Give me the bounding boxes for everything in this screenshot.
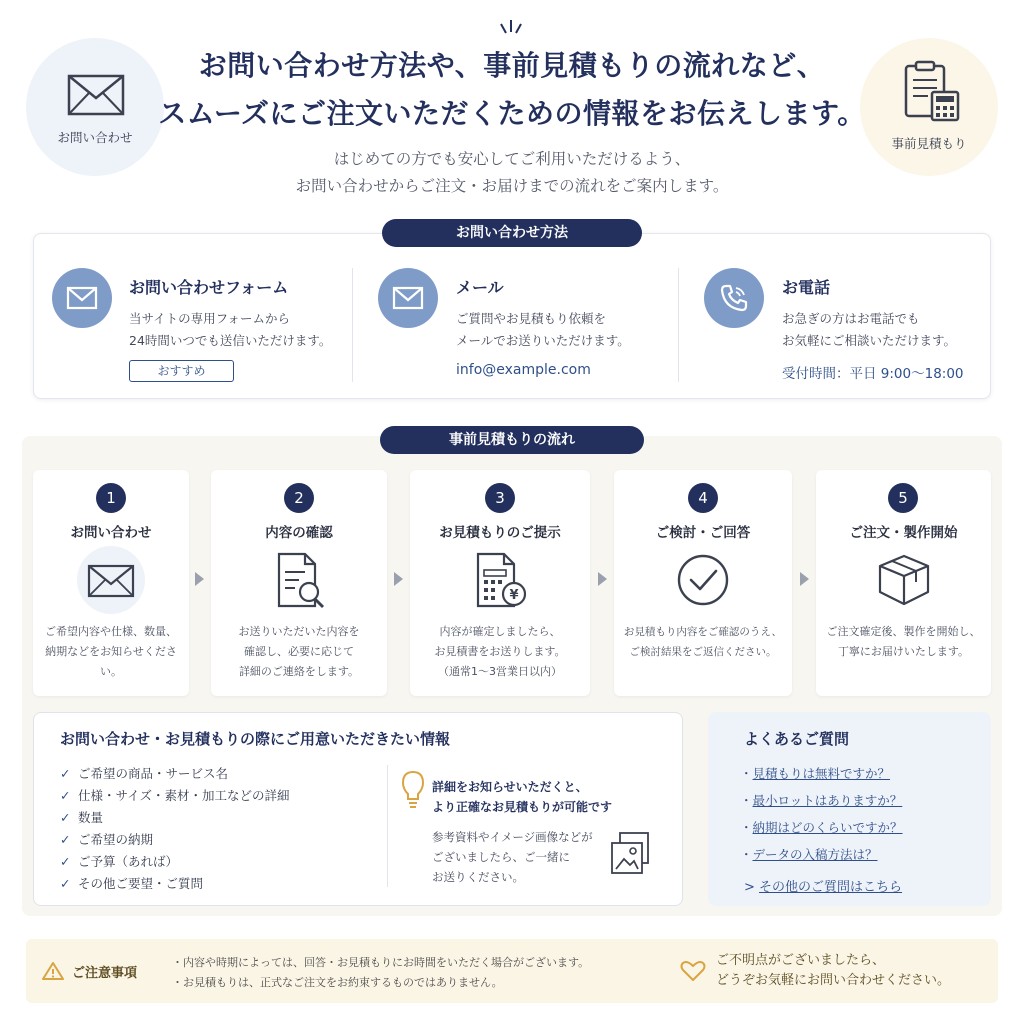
tip-heading [432, 777, 652, 817]
flow-step-1 [33, 470, 189, 696]
step-desc [616, 622, 790, 662]
page-title-line1: お問い合わせ方法や、事前見積もりの流れなど、 [198, 49, 826, 82]
required-info-box [33, 712, 683, 906]
flow-step-5 [816, 470, 991, 696]
flow-step-4 [614, 470, 792, 696]
check-icon: ✓ [60, 788, 71, 803]
flow-step-3 [410, 470, 590, 696]
page-subtitle-line1: はじめての方でも安心してご利用いただけるよう、 [333, 150, 691, 168]
contact-badge [26, 38, 164, 176]
step-number: 1 [96, 483, 126, 513]
flow-arrow-icon [394, 572, 403, 586]
form-method-desc [129, 308, 331, 352]
notice-label: ご注意事項 [72, 966, 138, 981]
tip-desc [432, 827, 612, 887]
step-desc-line: ご注文確定後、製作を開始し、 [826, 625, 981, 638]
step-number: 2 [284, 483, 314, 513]
faq-link[interactable]: 納期はどのくらいですか？ [752, 820, 903, 835]
page-title-line2: スムーズにご注文いただくための情報をお伝えします。 [158, 97, 866, 130]
flow-arrow-icon [800, 572, 809, 586]
page-subtitle [200, 146, 824, 200]
step-desc-line: お見積書をお送りします。 [434, 645, 566, 658]
notice-bar [26, 939, 998, 1003]
faq-link[interactable]: 最小ロットはありますか？ [752, 793, 903, 808]
phone-hours: 受付時間：平日 9:00〜18:00 [782, 366, 964, 382]
form-method-icon [52, 268, 112, 328]
step-desc-line: お見積もり内容をご確認のうえ、 [623, 626, 783, 638]
faq-item[interactable]: ・データの入稿方法は？ [740, 847, 878, 862]
step-number: 3 [485, 483, 515, 513]
faq-item[interactable]: ・見積もりは無料ですか？ [740, 766, 891, 781]
required-info-text: ご予算（あれば） [78, 854, 179, 869]
envelope-icon [392, 282, 424, 314]
divider [387, 765, 388, 887]
email-method-desc [456, 308, 630, 352]
divider [678, 268, 679, 382]
step-title: ご注文・製作開始 [849, 525, 958, 541]
flow-step-2 [211, 470, 387, 696]
step-desc-line: 詳細のご連絡をします。 [238, 665, 360, 678]
faq-item[interactable]: ・最小ロットはありますか？ [740, 793, 903, 808]
check-icon: ✓ [60, 766, 71, 781]
required-info-title: お問い合わせ・お見積もりの際にご用意いただきたい情報 [60, 730, 451, 748]
document-search-icon [265, 546, 333, 614]
tip-heading-line2: より正確なお見積もりが可能です [432, 800, 613, 814]
step-desc-line: お送りいただいた内容を [238, 625, 360, 638]
required-info-item [60, 874, 203, 892]
email-method-icon [378, 268, 438, 328]
notice-contact-line1: ご不明点がございましたら、 [716, 953, 886, 968]
check-icon: ✓ [60, 876, 71, 891]
step-title: ご検討・ご回答 [655, 525, 751, 541]
email-method-desc-line2: メールでお送りいただけます。 [456, 333, 630, 348]
notice-contact-line2: どうぞお気軽にお問い合わせください。 [716, 973, 951, 988]
estimate-flow-heading: 事前見積もりの流れ [380, 426, 644, 454]
page-subtitle-line2: お問い合わせからご注文・お届けまでの流れをご案内します。 [295, 177, 729, 195]
phone-method-icon [704, 268, 764, 328]
faq-link[interactable]: データの入稿方法は？ [752, 847, 878, 862]
faq-link[interactable]: 見積もりは無料ですか？ [752, 766, 891, 781]
step-desc-line: ご検討結果をご返信ください。 [629, 646, 777, 658]
heart-icon [680, 960, 706, 982]
contact-methods-heading: お問い合わせ方法 [382, 219, 642, 247]
flow-arrow-icon [195, 572, 204, 586]
box-icon [870, 546, 938, 614]
estimate-badge-label: 事前見積もり [891, 136, 967, 151]
envelope-icon [67, 74, 125, 116]
required-info-text: 仕様・サイズ・素材・加工などの詳細 [78, 788, 290, 803]
envelope-icon [77, 546, 145, 614]
estimate-badge [860, 38, 998, 176]
phone-method-desc-line1: お急ぎの方はお電話でも [782, 311, 920, 326]
faq-box [708, 712, 991, 906]
contact-badge-label: お問い合わせ [57, 130, 133, 145]
svg-text:¥: ¥ [509, 588, 519, 603]
required-info-item [60, 808, 103, 826]
tip-heading-line1: 詳細をお知らせいただくと、 [432, 780, 588, 794]
clipboard-calculator-icon [902, 60, 962, 122]
notice-line: ・内容や時期によっては、回答・お見積もりにお時間をいただく場合がございます。 [172, 956, 590, 969]
phone-method-desc-line2: お気軽にご相談いただけます。 [782, 333, 957, 348]
step-title: お問い合わせ [70, 525, 152, 541]
required-info-text: ご希望の納期 [78, 832, 154, 847]
envelope-icon [66, 282, 98, 314]
page-title [150, 42, 874, 138]
step-title: お見積もりのご提示 [439, 525, 561, 541]
email-method-title: メール [456, 278, 504, 297]
divider [352, 268, 353, 382]
required-info-item [60, 852, 178, 870]
email-method-desc-line1: ご質問やお見積もり依頼を [456, 311, 607, 326]
phone-method-title: お電話 [782, 278, 831, 297]
step-desc [414, 622, 586, 682]
email-link[interactable]: info@example.com [456, 362, 591, 378]
phone-icon [718, 282, 750, 314]
step-desc-line: 内容が確定しましたら、 [439, 625, 561, 638]
faq-title: よくあるご質問 [744, 730, 850, 748]
form-method-desc-line2: 24時間いつでも送信いただけます。 [129, 333, 332, 348]
check-circle-icon [669, 546, 737, 614]
step-desc [215, 622, 383, 682]
tip-desc-line: ございましたら、ご一緒に [432, 850, 570, 864]
check-icon: ✓ [60, 832, 71, 847]
warning-icon [42, 961, 64, 981]
step-number: 4 [688, 483, 718, 513]
chevron-right-icon: > [744, 880, 760, 895]
phone-method-desc [782, 308, 956, 352]
step-desc-line: 納期などをお知らせください。 [45, 645, 177, 678]
check-icon: ✓ [60, 810, 71, 825]
tip-desc-line: お送りください。 [432, 870, 524, 884]
check-icon: ✓ [60, 854, 71, 869]
lightbulb-icon [400, 769, 426, 813]
faq-more-text[interactable]: その他のご質問はこちら [759, 880, 903, 895]
estimate-document-icon [466, 546, 534, 614]
required-info-text: 数量 [78, 810, 104, 825]
tip-desc-line: 参考資料やイメージ画像などが [432, 830, 593, 844]
form-method-desc-line1: 当サイトの専用フォームから [129, 311, 291, 326]
step-desc-line: （通常1〜3営業日以内） [438, 665, 562, 678]
required-info-text: ご希望の商品・サービス名 [78, 766, 229, 781]
required-info-item [60, 786, 290, 804]
notice-line: ・お見積もりは、正式なご注文をお約束するものではありません。 [172, 976, 503, 989]
recommend-button[interactable]: おすすめ [129, 360, 234, 382]
notice-contact-message [716, 951, 991, 991]
sparkle-icon [495, 18, 527, 38]
faq-more-link[interactable] [744, 876, 902, 895]
faq-item[interactable]: ・納期はどのくらいですか？ [740, 820, 903, 835]
step-number: 5 [888, 483, 918, 513]
required-info-item [60, 830, 153, 848]
form-method-title: お問い合わせフォーム [129, 278, 289, 297]
step-desc-line: 丁寧にお届けいたします。 [837, 645, 970, 658]
step-desc-line: ご希望内容や仕様、数量、 [45, 625, 177, 638]
step-desc [37, 622, 185, 682]
flow-arrow-icon [598, 572, 607, 586]
step-desc [818, 622, 989, 662]
step-title: 内容の確認 [265, 525, 333, 541]
step-desc-line: 確認し、必要に応じて [244, 645, 354, 658]
image-files-icon [608, 831, 652, 877]
required-info-item [60, 764, 228, 782]
required-info-text: その他ご要望・ご質問 [78, 876, 204, 891]
